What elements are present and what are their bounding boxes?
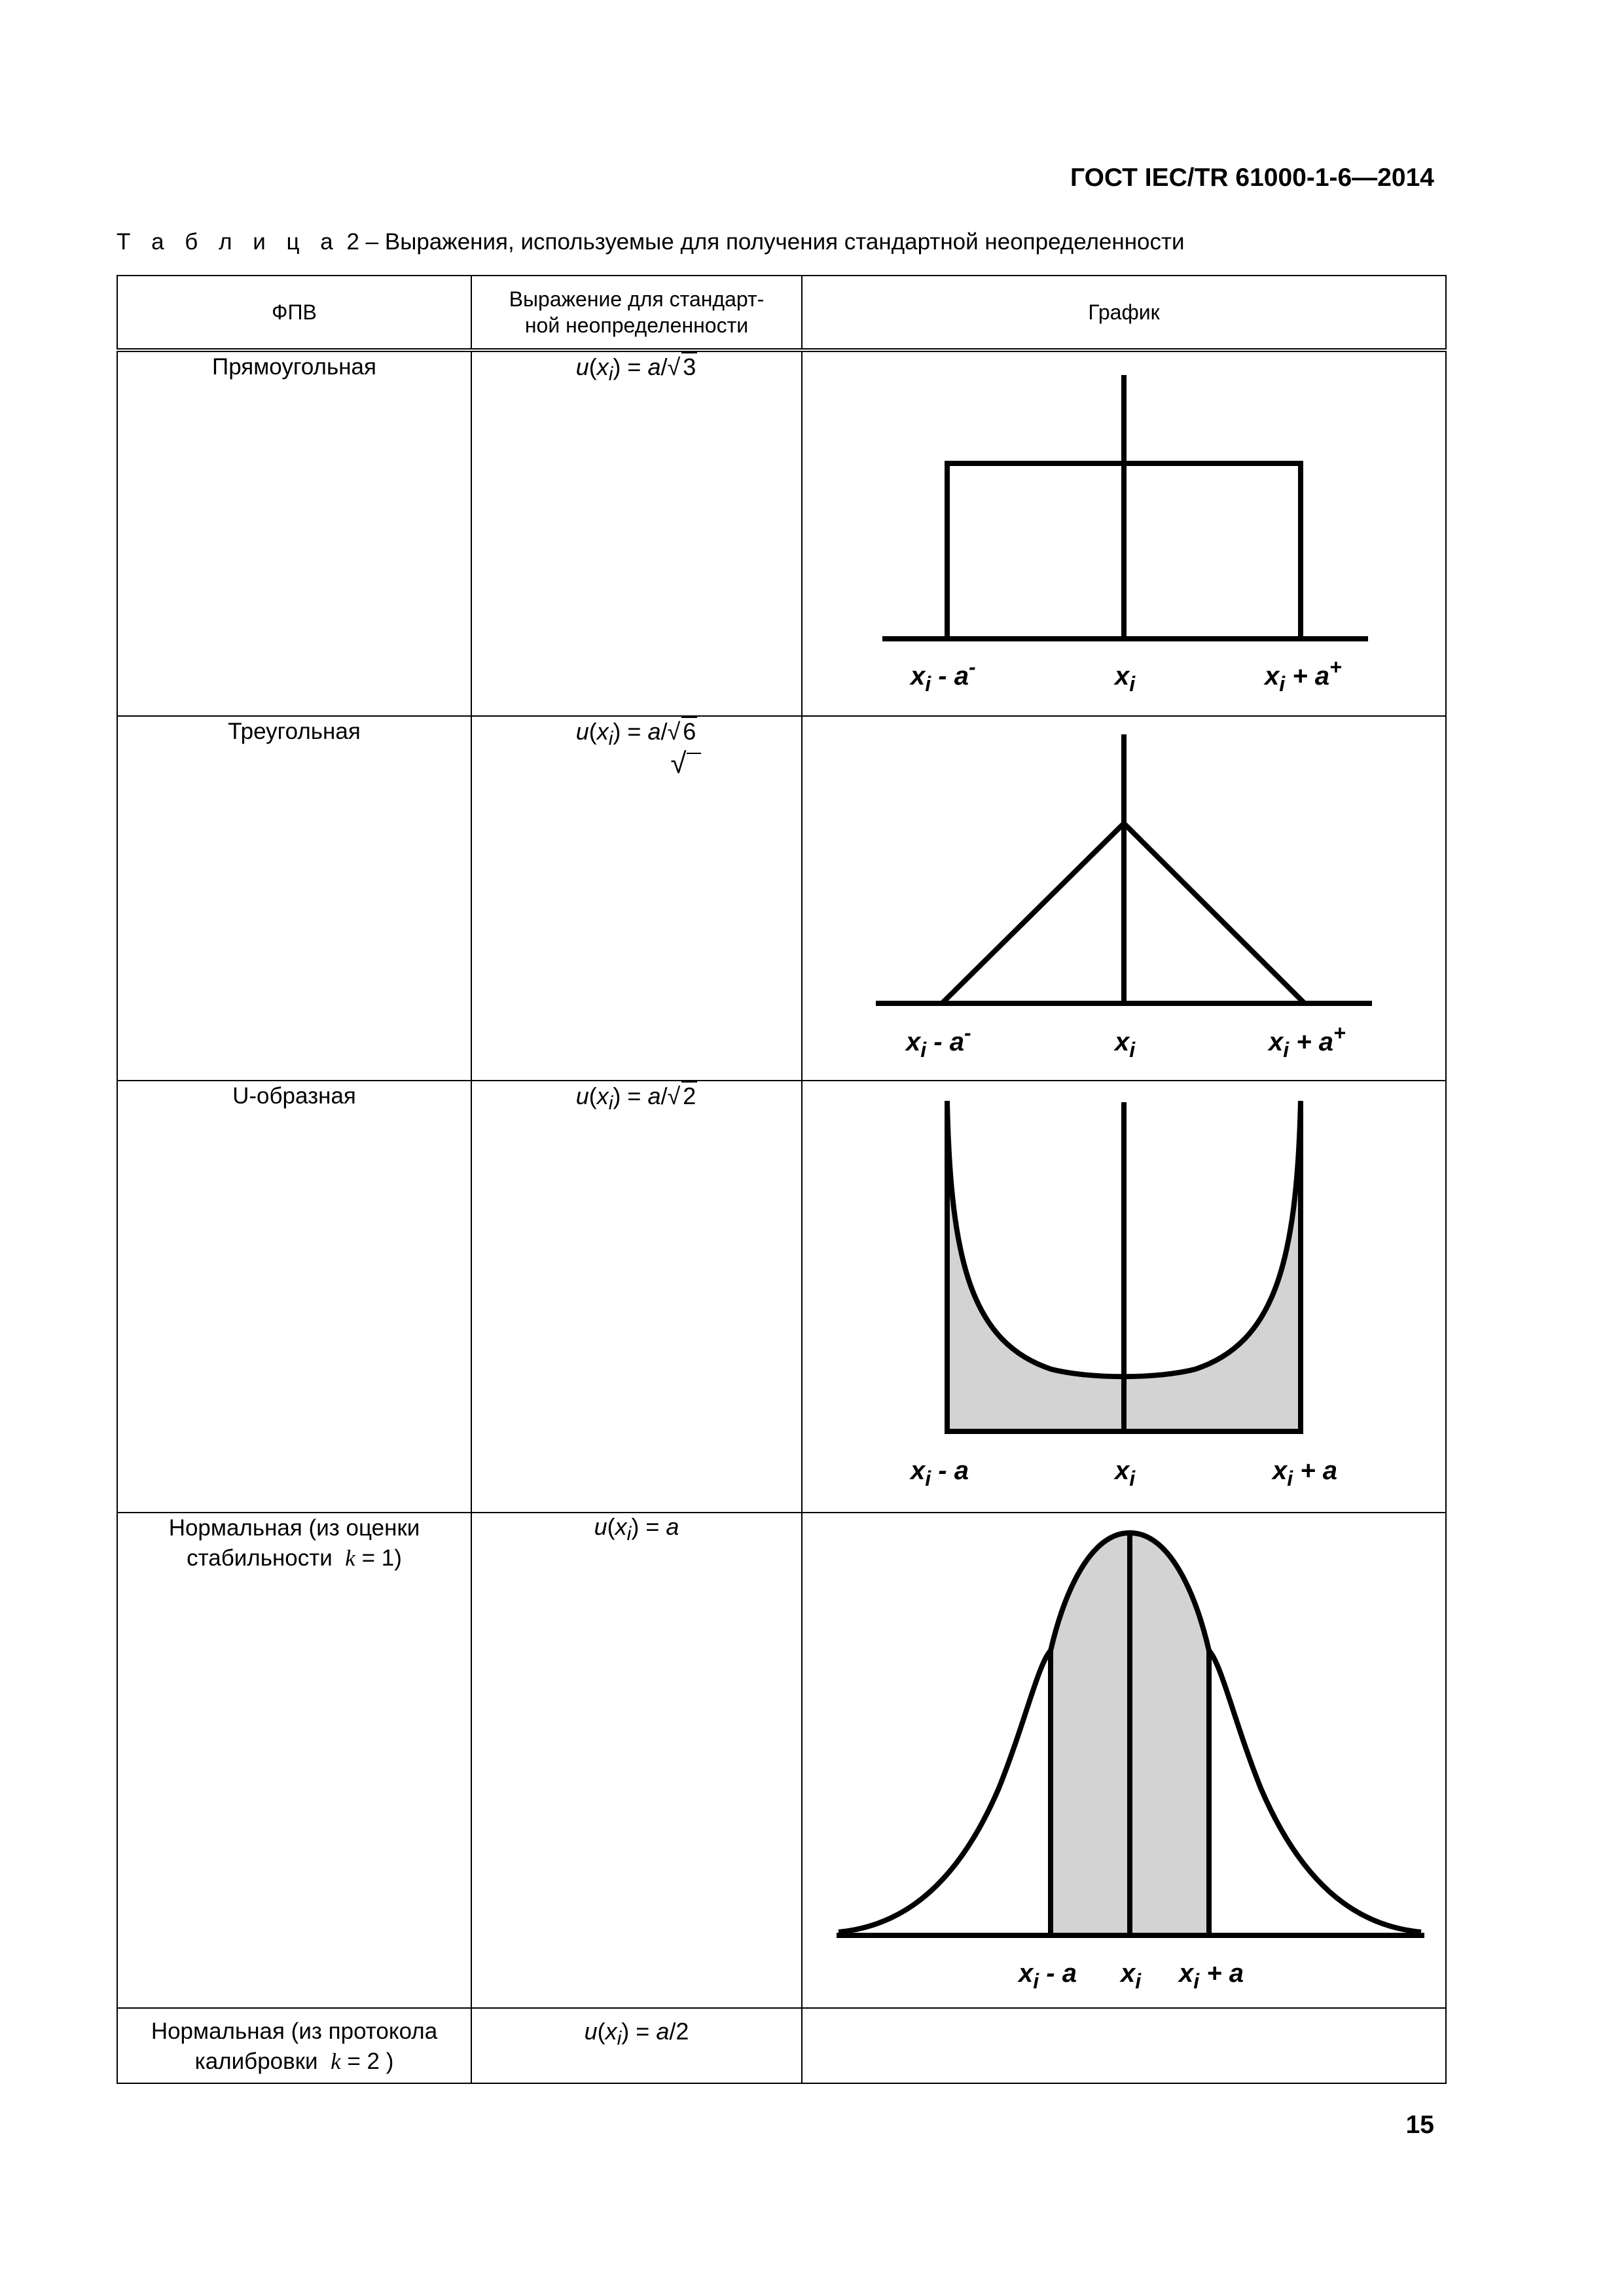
table-row <box>117 1513 1446 2008</box>
rectangular-distribution-graph <box>803 352 1445 715</box>
label-right: $x_i + a^+$ <box>1265 655 1342 696</box>
label-center: $x_i$ <box>1121 1959 1142 1993</box>
graph-cell <box>802 1513 1446 2008</box>
table-caption <box>117 229 1185 255</box>
u-shaped-distribution-graph <box>803 1081 1445 1512</box>
label-center: $x_i$ <box>1115 1456 1136 1490</box>
column-header-expression-line2: ной неопределенности <box>524 314 749 337</box>
pdf-name <box>117 1513 471 2008</box>
pdf-name-line1: Нормальная (из протокола <box>151 2018 438 2044</box>
table-row <box>117 716 1446 1081</box>
uncertainty-table <box>117 275 1447 2084</box>
column-header-pdf: ФПВ <box>117 276 471 350</box>
table-caption-number: 2 <box>346 229 359 255</box>
label-center: $x_i$ <box>1115 662 1136 696</box>
expression-cell: $u(x_i) = a/√$ 2 <box>471 1081 802 1513</box>
pdf-name-line2: калибровки k = 2 ) <box>194 2049 394 2074</box>
label-right: $x_i + a^+$ <box>1269 1021 1346 1062</box>
table-row <box>117 350 1446 716</box>
expression-cell: $u(x_i) = a/√$ 3 <box>471 350 802 716</box>
label-center: $x_i$ <box>1115 1028 1136 1062</box>
stray-radical-mark: √ <box>472 747 801 780</box>
label-right: $x_i + a$ <box>1179 1959 1244 1993</box>
table-caption-text: – Выражения, используемые для получения стандартной неопределенности <box>365 229 1185 255</box>
graph-cell <box>802 1081 1446 1513</box>
column-header-expression-line1: Выражение для стандарт- <box>509 287 765 311</box>
normal-distribution-graph <box>803 1513 1445 2007</box>
document-standard-header: ГОСТ IEC/TR 61000-1-6—2014 <box>1070 164 1434 192</box>
pdf-name: U-образная <box>117 1081 471 1513</box>
label-right: $x_i + a$ <box>1272 1456 1337 1490</box>
label-left: $x_i$ - a <box>911 1456 969 1490</box>
pdf-name-line2: стабильности k = 1) <box>187 1545 402 1571</box>
table-caption-prefix: Т а б л и ц а <box>117 229 340 255</box>
table-header-row <box>117 276 1446 350</box>
expression-cell: $u(x_i) = a/2$ <box>471 2008 802 2083</box>
column-header-graph: График <box>802 276 1446 350</box>
triangular-distribution-graph <box>803 717 1445 1080</box>
label-left: $x_i$ - a <box>1019 1959 1077 1993</box>
label-left: $x_i - a^-$ <box>911 655 976 696</box>
pdf-name <box>117 2008 471 2083</box>
pdf-name-line1: Нормальная (из оценки <box>168 1515 420 1541</box>
page-number: 15 <box>1405 2111 1434 2139</box>
pdf-name: Прямоугольная <box>117 350 471 716</box>
graph-cell <box>802 716 1446 1081</box>
graph-cell-empty <box>802 2008 1446 2083</box>
expression-cell: $u(x_i) = a/√$ 6 √ <box>471 716 802 1081</box>
label-left: $x_i - a^-$ <box>906 1021 971 1062</box>
graph-cell <box>802 350 1446 716</box>
pdf-name: Треугольная <box>117 716 471 1081</box>
table-row <box>117 2008 1446 2083</box>
expression-cell: $u(x_i) = a$ <box>471 1513 802 2008</box>
column-header-expression <box>471 276 802 350</box>
table-row <box>117 1081 1446 1513</box>
